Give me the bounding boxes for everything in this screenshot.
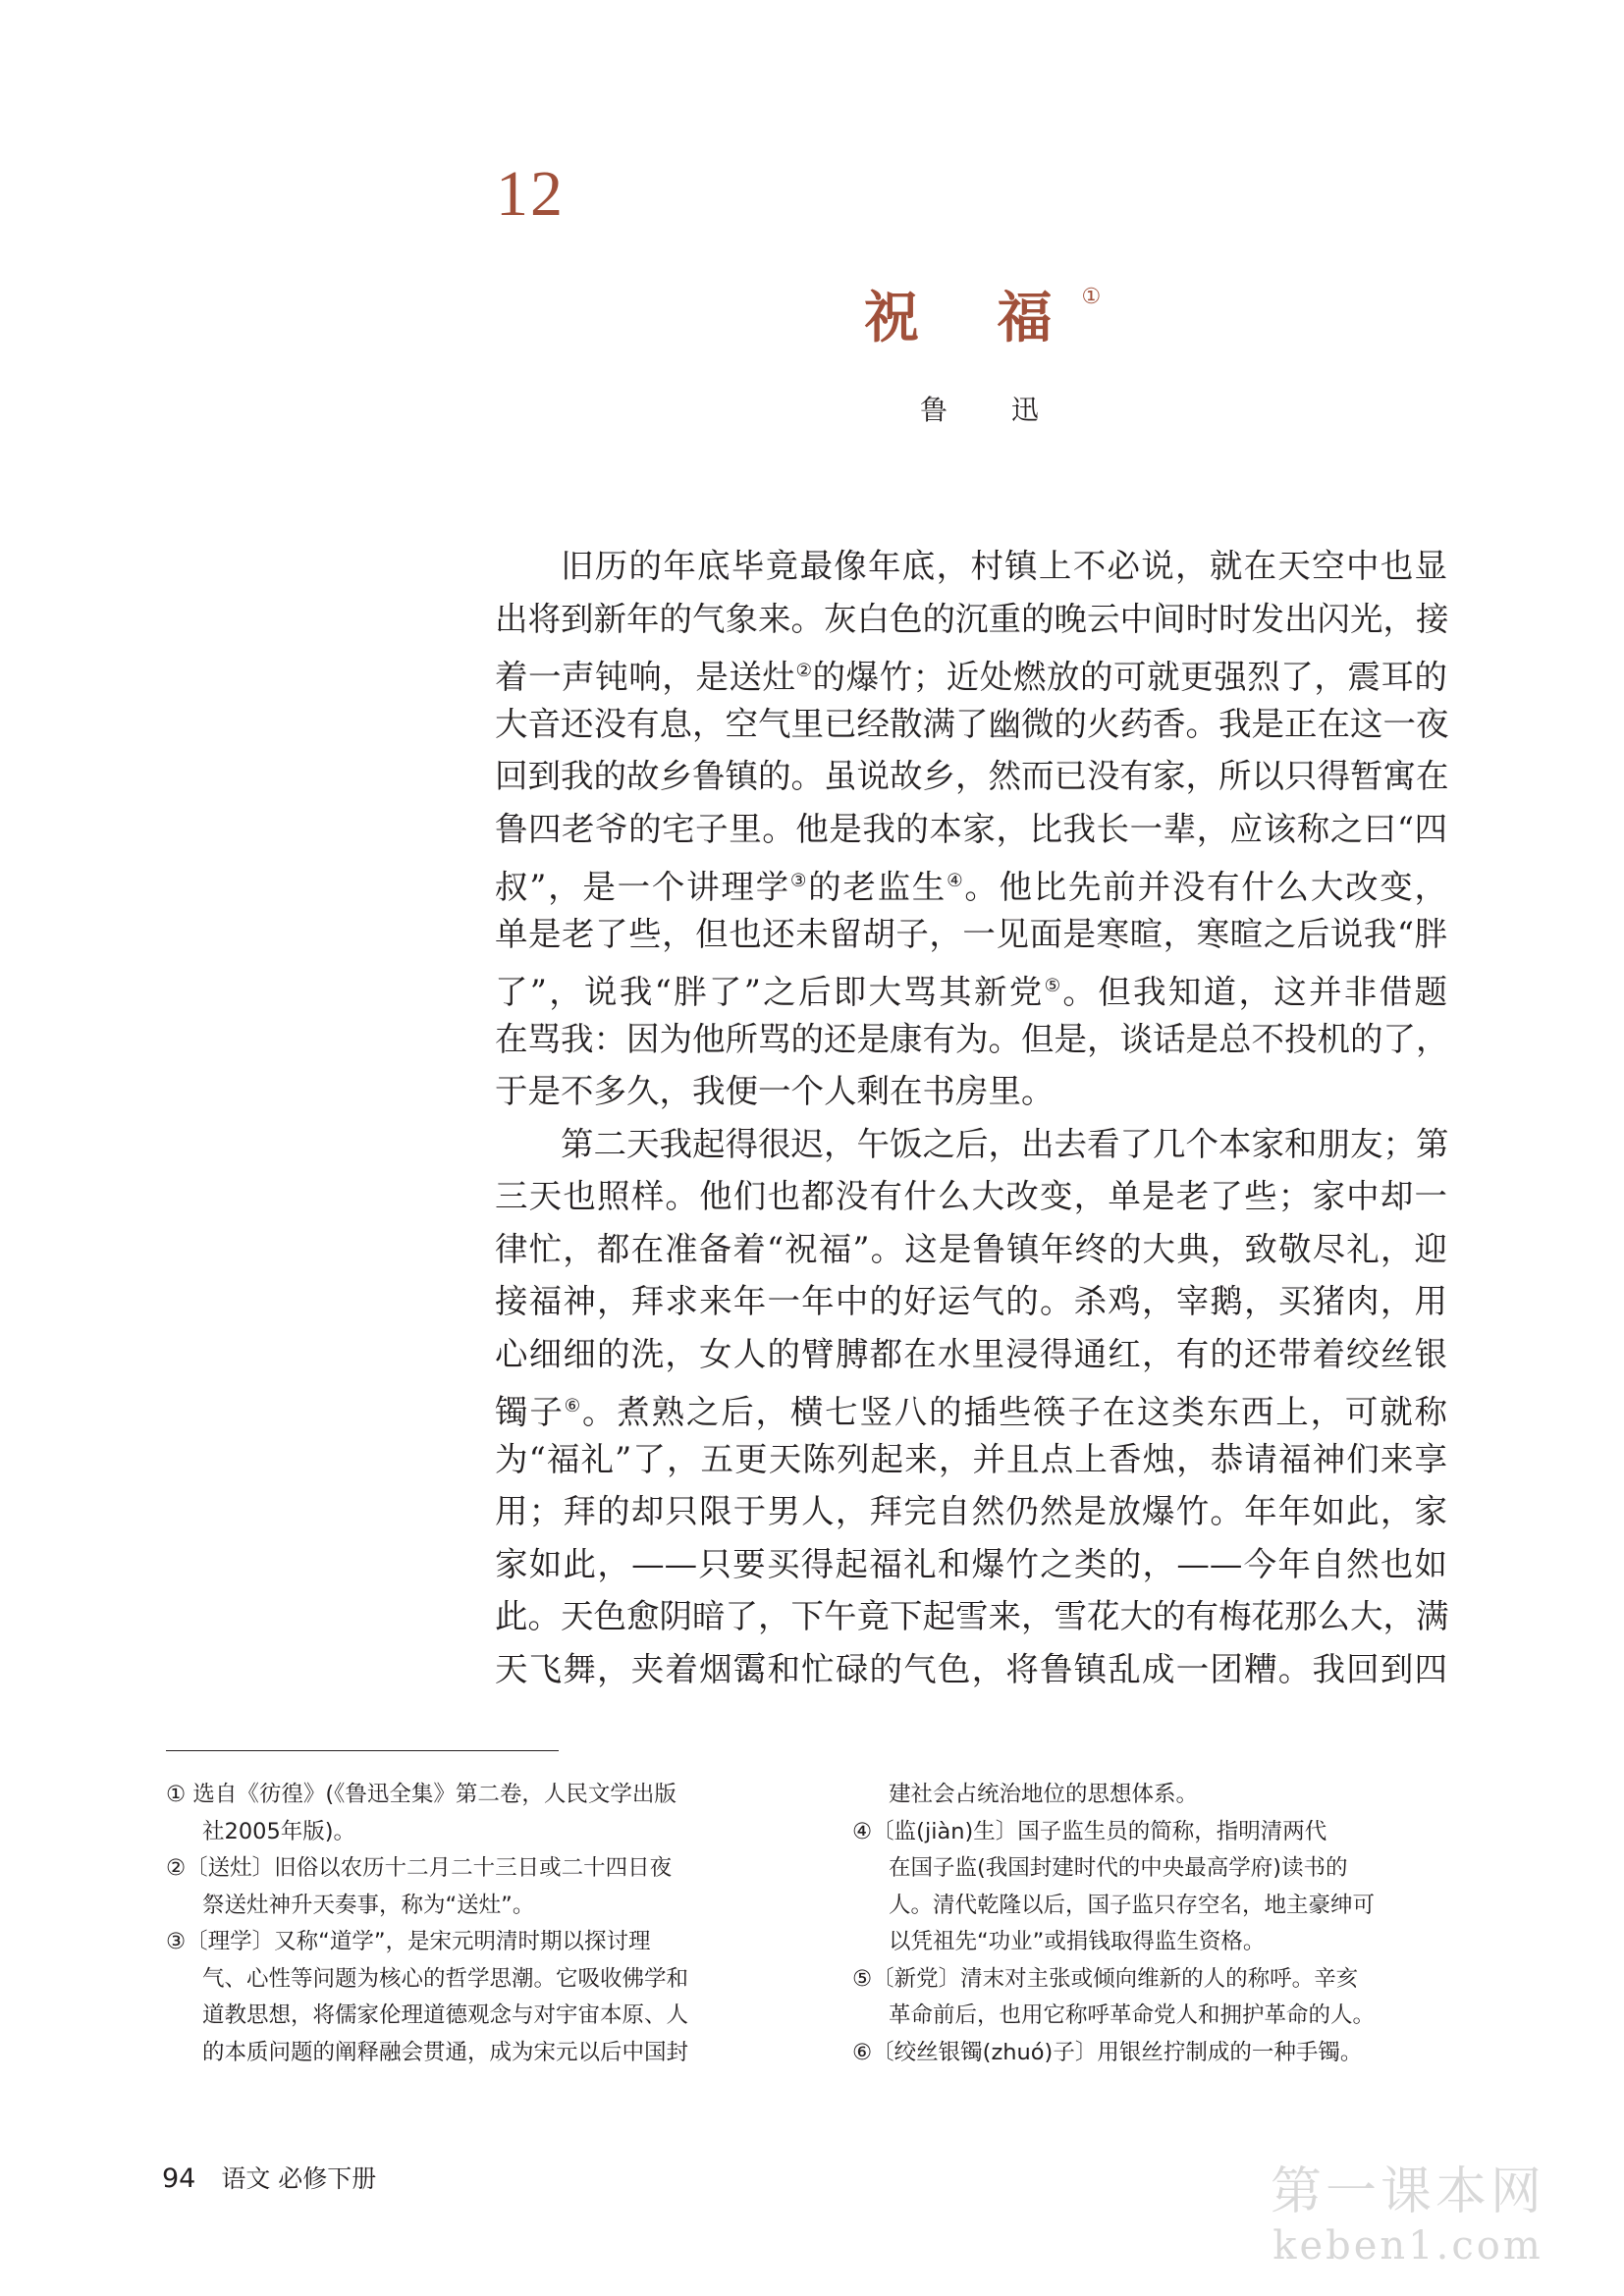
- lesson-number: 12: [496, 158, 565, 230]
- body-line: 心细细的洗，女人的臂膊都在水里浸得通红，有的还带着绞丝银: [495, 1334, 1447, 1373]
- footnote-line: 以凭祖先“功业”或捐钱取得监生资格。: [889, 1929, 1266, 1954]
- body-line: 三天也照样。他们也都没有什么大改变，单是老了些；家中却一: [495, 1177, 1447, 1215]
- footnote-line: ④〔监(jiàn)生〕国子监生员的简称，指明清两代: [852, 1818, 1327, 1844]
- watermark-line-1: 第一课本网: [1270, 2163, 1545, 2221]
- body-line: 此。天色愈阴暗了，下午竟下起雪来，雪花大的有梅花那么大，满: [495, 1597, 1449, 1635]
- footnote-marker: ⑥: [564, 1396, 582, 1416]
- body-line: 第二天我起得很迟，午饭之后，出去看了几个本家和朋友；第: [561, 1124, 1449, 1163]
- body-line: 着一声钝响，是送灶②的爆竹；近处燃放的可就更强烈了，震耳的: [495, 658, 1448, 697]
- author: 鲁 迅: [920, 394, 1066, 426]
- body-line: 镯子⑥。煮熟之后，横七竖八的插些筷子在这类东西上，可就称: [495, 1393, 1448, 1432]
- body-line: 了”，说我“胖了”之后即大骂其新党⑤。但我知道，这并非借题: [495, 973, 1447, 1012]
- body-line: 用；拜的却只限于男人，拜完自然仍然是放爆竹。年年如此，家: [495, 1492, 1447, 1530]
- page-number: 94: [162, 2163, 196, 2194]
- body-line: 大音还没有息，空气里已经散满了幽微的火药香。我是正在这一夜: [495, 704, 1449, 743]
- footnote-line: ⑤〔新党〕清末对主张或倾向维新的人的称呼。辛亥: [852, 1965, 1359, 1992]
- footnotes-right-column: [852, 1777, 1456, 2071]
- body-line: 叔”，是一个讲理学③的老监生④。他比先前并没有什么大改变，: [495, 868, 1447, 907]
- footnote-line: 祭送灶神升天奏事，称为“送灶”。: [202, 1892, 535, 1918]
- footnote-line: 建社会占统治地位的思想体系。: [889, 1782, 1199, 1807]
- footnote-line: ②〔送灶〕旧俗以农历十二月二十三日或二十四日夜: [166, 1855, 673, 1881]
- footnote-line: ⑥〔绞丝银镯(zhuó)子〕用银丝拧制成的一种手镯。: [852, 2039, 1363, 2065]
- body-line: 为“福礼”了，五更天陈列起来，并且点上香烛，恭请福神们来享: [495, 1439, 1447, 1478]
- watermark: [1271, 2150, 1545, 2269]
- body-text: [495, 540, 1447, 1695]
- body-line: 天飞舞，夹着烟霭和忙碌的气色，将鲁镇乱成一团糟。我回到四: [495, 1649, 1447, 1688]
- body-line: 回到我的故乡鲁镇的。虽说故乡，然而已没有家，所以只得暂寓在: [495, 757, 1449, 795]
- body-line: 鲁四老爷的宅子里。他是我的本家，比我长一辈，应该称之曰“四: [495, 809, 1447, 848]
- watermark-line-2: keben1.com: [1272, 2223, 1543, 2269]
- book-title: 语文 必修下册: [221, 2164, 377, 2193]
- footnote-line: 革命前后，也用它称呼革命党人和拥护革命的人。: [889, 2002, 1376, 2028]
- footnote-marker: ④: [947, 871, 965, 891]
- footnote-marker: ⑤: [1044, 976, 1063, 996]
- body-line: 旧历的年底毕竟最像年底，村镇上不必说，就在天空中也显: [561, 547, 1447, 585]
- footnote-line: 在国子监(我国封建时代的中央最高学府)读书的: [889, 1855, 1348, 1881]
- title-footnote-marker: ①: [1081, 285, 1102, 310]
- footnote-line: 人。清代乾隆以后，国子监只存空名，地主豪绅可: [889, 1892, 1376, 1918]
- footnote-line: ① 选自《彷徨》(《鲁迅全集》第二卷，人民文学出版: [166, 1782, 677, 1807]
- body-line: 接福神，拜求来年一年中的好运气的。杀鸡，宰鹅，买猪肉，用: [495, 1282, 1447, 1320]
- footnote-line: ③〔理学〕又称“道学”，是宋元明清时期以探讨理: [166, 1929, 651, 1954]
- body-line: 出将到新年的气象来。灰白色的沉重的晚云中间时时发出闪光，接: [495, 599, 1449, 638]
- body-line: 在骂我：因为他所骂的还是康有为。但是，谈话是总不投机的了，: [495, 1019, 1449, 1058]
- title-text: 祝 福: [864, 286, 1082, 350]
- footnote-line: 社2005年版)。: [202, 1818, 356, 1844]
- footnote-line: 道教思想，将儒家伦理道德观念与对宇宙本原、人: [202, 2002, 689, 2028]
- footnotes-left-column: [166, 1777, 765, 2071]
- footnote-marker: ②: [795, 661, 813, 681]
- footnote-divider: [166, 1750, 559, 1751]
- body-line: 家如此，——只要买得起福礼和爆竹之类的，——今年自然也如: [495, 1544, 1447, 1583]
- body-line: 律忙，都在准备着“祝福”。这是鲁镇年终的大典，致敬尽礼，迎: [495, 1229, 1447, 1268]
- footnote-line: 的本质问题的阐释融会贯通，成为宋元以后中国封: [202, 2039, 689, 2065]
- footnote-line: 气、心性等问题为核心的哲学思潮。它吸收佛学和: [202, 1965, 689, 1992]
- footnote-marker: ③: [789, 871, 809, 891]
- body-line: 于是不多久，我便一个人剩在书房里。: [495, 1072, 1055, 1110]
- page-footer: [162, 2160, 376, 2195]
- body-line: 单是老了些，但也还未留胡子，一见面是寒暄，寒暄之后说我“胖: [495, 914, 1447, 953]
- page-title: [864, 275, 1101, 353]
